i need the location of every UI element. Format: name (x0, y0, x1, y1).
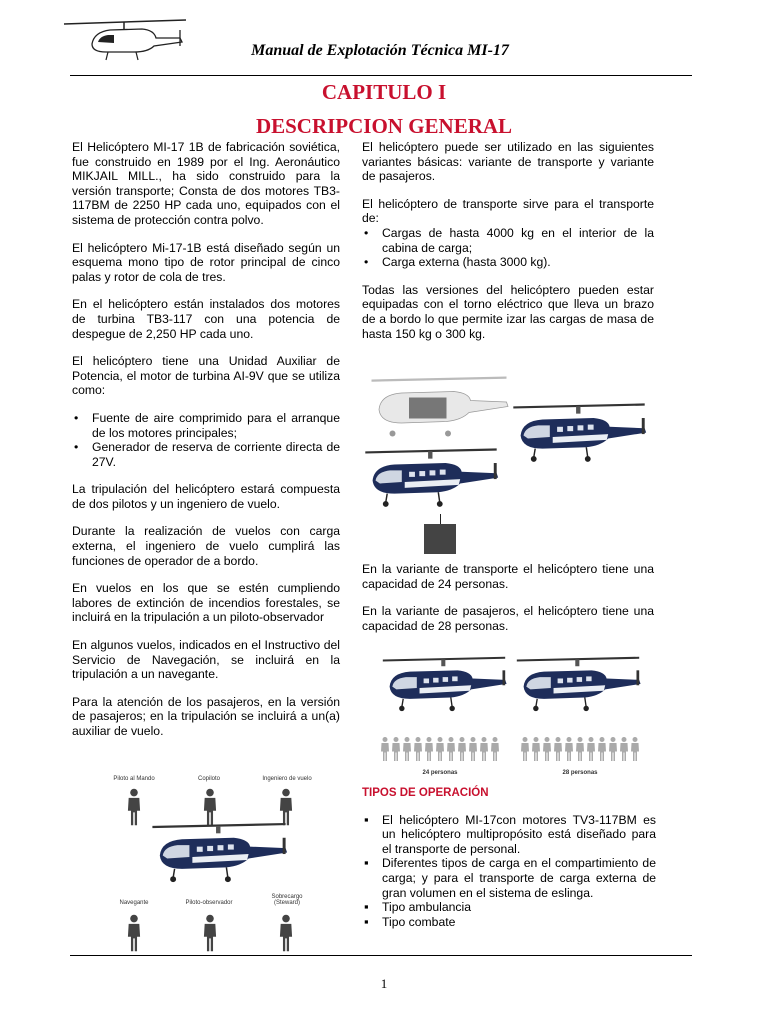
list-item: ▪ El helicóptero MI-17con motores TV3-117BM es un helicóptero multipropósito está diseñado para el transporte de personal. (362, 813, 656, 857)
person-icon (391, 732, 401, 766)
paragraph: El helicóptero de transporte sirve para el transporte de: (362, 196, 654, 226)
list-item: • Cargas de hasta 4000 kg en el interior de la cabina de carga; (362, 226, 654, 255)
person-icon (597, 732, 607, 766)
capacity-label-28: 28 personas (562, 770, 598, 776)
list-item: • Fuente de aire comprimido para el arranque de los motores principales; (72, 411, 340, 440)
apu-uses-list (72, 411, 340, 469)
person-icon (542, 732, 552, 766)
left-column (72, 140, 340, 752)
paragraph: En algunos vuelos, indicados en el Instructivo del Servicio de Navegación, se incluirá en la tripulación a un navegante. (72, 638, 340, 682)
person-icon (586, 732, 596, 766)
operation-types-section (362, 786, 656, 929)
helicopter-image (358, 442, 504, 522)
passenger-helicopter-image (510, 646, 646, 730)
chapter-title: DESCRIPCION GENERAL (255, 114, 513, 138)
person-icon (490, 732, 500, 766)
person-icon (402, 732, 412, 766)
person-icon (380, 732, 390, 766)
footer-rule (70, 955, 692, 956)
person-icon (435, 732, 445, 766)
person-icon (479, 732, 489, 766)
list-item: • Generador de reserva de corriente directa de 27V. (72, 440, 340, 469)
operation-types-heading: TIPOS DE OPERACIÓN (362, 787, 489, 799)
person-icon (424, 732, 434, 766)
paragraph: En la variante de pasajeros, el helicóptero tiene una capacidad de 28 personas. (362, 604, 654, 633)
paragraph: Durante la realización de vuelos con carga externa, el ingeniero de vuelo cumplirá las funciones de operador de a bordo. (72, 524, 340, 568)
person-icon (126, 914, 142, 952)
person-icon (619, 732, 629, 766)
crew-label-engineer: Ingeniero de vuelo (262, 776, 312, 782)
person-icon (278, 914, 294, 952)
header-rule (70, 75, 692, 76)
right-column-middle (362, 562, 654, 646)
operation-types-list (362, 813, 656, 930)
person-icon (630, 732, 640, 766)
paragraph: En el helicóptero están instalados dos motores de turbina TB3-117 con una potencia de despegue de 2,250 HP cada uno. (72, 297, 340, 341)
header-logo-helicopter-icon (62, 14, 188, 66)
crew-label-copilot: Copiloto (197, 776, 220, 782)
paragraph: En vuelos en los que se estén cumpliendo labores de extinción de incendios forestales, se incluirá en la tripulación a un piloto-observador (72, 581, 340, 625)
crew-label-steward: Sobrecargo (Steward) (271, 894, 303, 906)
header-title: Manual de Explotación Técnica MI-17 (251, 42, 509, 59)
paragraph: En la variante de transporte el helicóptero tiene una capacidad de 24 personas. (362, 562, 654, 591)
helicopter-image (506, 392, 652, 482)
person-icon (202, 914, 218, 952)
transport-helicopter-image (376, 646, 512, 730)
paragraph: El helicóptero Mi-17-1B está diseñado según un esquema mono tipo de rotor principal de cinco palas y rotor de cola de tres. (72, 240, 340, 284)
paragraph: El helicóptero puede ser utilizado en las siguientes variantes básicas: variante de transporte y variante de pasajeros. (362, 140, 654, 184)
paragraph: Todas las versiones del helicóptero pueden estar equipadas con el torno eléctrico que lleva un brazo de a bordo lo que permite izar las cargas de masa de hasta 150 kg o 300 kg. (362, 282, 654, 341)
person-icon (126, 788, 142, 826)
list-item: ▪ Diferentes tipos de carga en el compartimiento de carga; y para el transporte de carga externa de gran volumen en el sistema de eslinga. (362, 856, 656, 900)
chapter-number: CAPITULO I (321, 80, 447, 104)
list-item: • Carga externa (hasta 3000 kg). (362, 255, 654, 270)
capacity-figure (360, 646, 660, 782)
person-icon (457, 732, 467, 766)
person-icon (413, 732, 423, 766)
list-item: ▪ Tipo combate (362, 915, 656, 930)
crew-label-navigator: Navegante (119, 900, 149, 906)
people-group-28 (520, 732, 650, 768)
person-icon (564, 732, 574, 766)
paragraph: El Helicóptero MI-17 1B de fabricación soviética, fue construido en 1989 por el Ing. Aeronáutico MIKJAIL MILL., ha sido construido para la versión transporte; Consta de dos motores TB3-117BM de 2250 HP cada uno, equipados con el sistema de protección contra polvo. (72, 140, 340, 227)
right-column-top (362, 140, 654, 354)
capacity-label-24: 24 personas (422, 770, 458, 776)
paragraph: Para la atención de los pasajeros, en la versión de pasajeros; en la tripulación se incluirá a un(a) auxiliar de vuelo. (72, 694, 340, 738)
person-icon (531, 732, 541, 766)
paragraph: La tripulación del helicóptero estará compuesta de dos pilotos y un ingeniero de vuelo. (72, 482, 340, 511)
helicopter-variants-figure (356, 366, 656, 556)
helicopter-image (144, 820, 294, 894)
page-number: 1 (380, 976, 388, 991)
person-icon (608, 732, 618, 766)
person-icon (446, 732, 456, 766)
person-icon (520, 732, 530, 766)
sling-cargo-box (424, 524, 456, 554)
transport-list (362, 226, 654, 270)
crew-label-observer: Piloto-observador (185, 900, 233, 906)
person-icon (468, 732, 478, 766)
person-icon (553, 732, 563, 766)
sling-line (440, 514, 441, 524)
people-group-24 (380, 732, 510, 768)
list-item: ▪ Tipo ambulancia (362, 900, 656, 915)
person-icon (575, 732, 585, 766)
crew-figure (104, 776, 334, 952)
crew-label-pilot: Piloto al Mando (113, 776, 155, 782)
paragraph: El helicóptero tiene una Unidad Auxiliar de Potencia, el motor de turbina AI-9V que se utiliza como: (72, 354, 340, 398)
